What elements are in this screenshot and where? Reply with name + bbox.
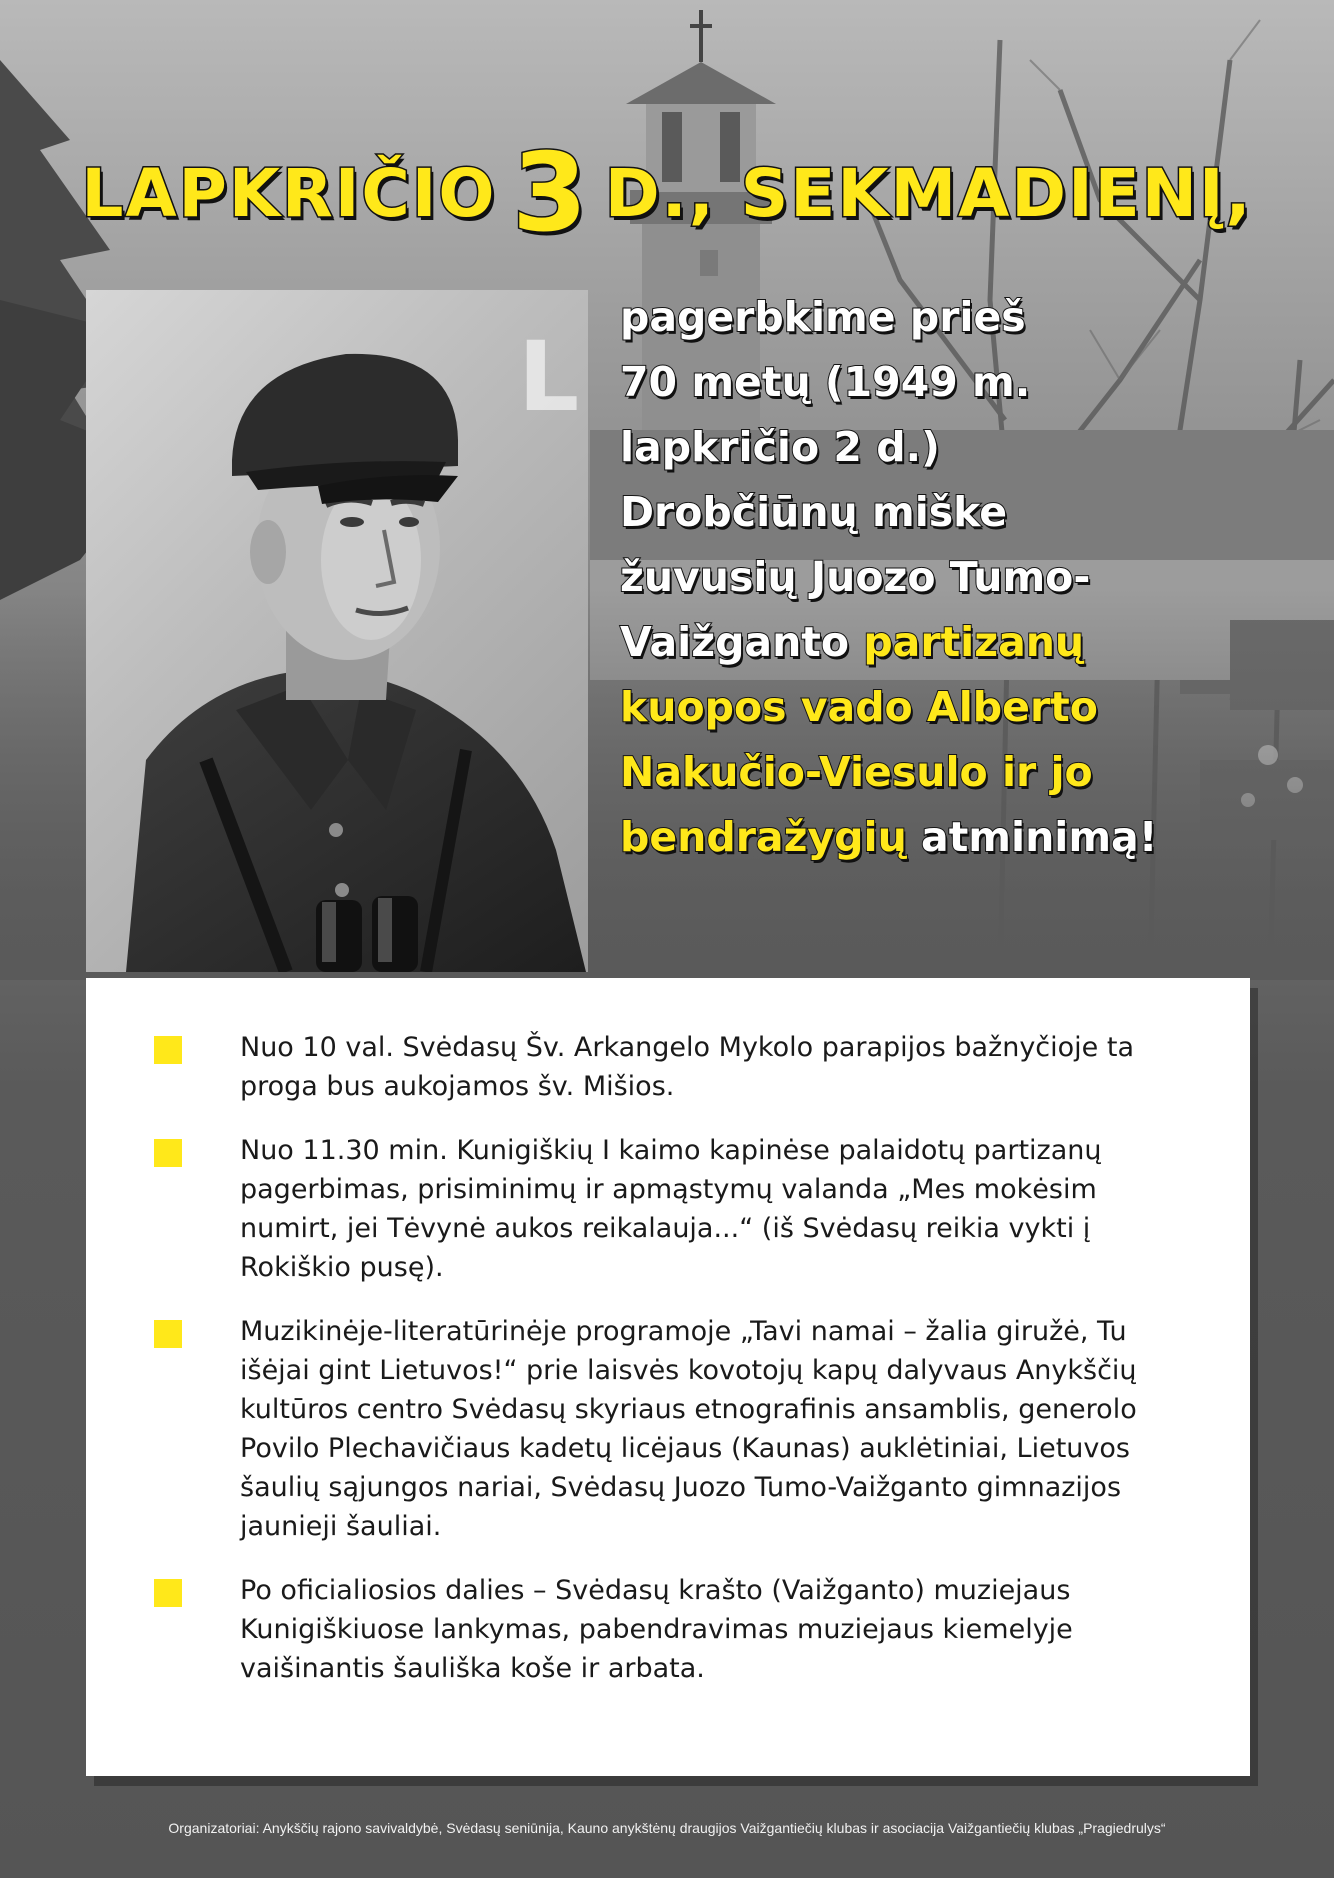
program-item-text: Nuo 10 val. Svėdasų Šv. Arkangelo Mykolo parapijos bažnyčioje ta proga bus aukojamos šv. Mišios. bbox=[240, 1032, 1134, 1102]
headline-weekday: D., SEKMADIENĮ, bbox=[604, 155, 1253, 232]
tribute-text bbox=[620, 285, 1320, 870]
program-panel bbox=[86, 978, 1250, 1776]
tribute-text-highlight: bendražygių bbox=[620, 813, 907, 861]
headline-month: LAPKRIČIO bbox=[81, 155, 497, 232]
tribute-text-plain: atminimą! bbox=[906, 813, 1158, 861]
yellow-square-bullet-icon bbox=[154, 1036, 182, 1064]
program-list bbox=[86, 978, 1250, 1688]
program-item bbox=[154, 1131, 1190, 1287]
tribute-line: žuvusių Juozo Tumo- bbox=[620, 553, 1091, 601]
yellow-square-bullet-icon bbox=[154, 1320, 182, 1348]
tribute-line: 70 metų (1949 m. bbox=[620, 358, 1031, 406]
program-item bbox=[154, 1028, 1190, 1106]
tribute-line: Drobčiūnų miške bbox=[620, 488, 1008, 536]
program-item-text: Muzikinėje-literatūrinėje programoje „Tavi namai – žalia giružė, Tu išėjai gint Lietuvos!“ prie laisvės kovotojų kapų dalyvaus Anykščių kultūros centro Svėdasų skyriaus etnografinis ansamblis, generolo Povilo Plechavičiaus kadetų licėjaus (Kaunas) auklėtiniai, Lietuvos šaulių sąjungos nariai, Svėdasų Juozo Tumo-Vaižganto gimnazijos jaunieji šauliai. bbox=[240, 1316, 1137, 1542]
program-item-text: Po oficialiosios dalies – Svėdasų krašto (Vaižganto) muziejaus Kunigiškiuose lankymas, pabendravimas muziejaus kiemelyje vaišinantis šauliška koše ir arbata. bbox=[240, 1575, 1073, 1684]
tribute-text-plain: Vaižganto bbox=[620, 618, 864, 666]
tribute-text-highlight: partizanų bbox=[863, 618, 1085, 666]
tribute-line-highlight: kuopos vado Alberto bbox=[620, 683, 1098, 731]
headline bbox=[0, 131, 1334, 256]
partisan-portrait-photo bbox=[86, 290, 588, 972]
tribute-line: pagerbkime prieš bbox=[620, 293, 1026, 341]
headline-day-number: 3 bbox=[512, 131, 590, 256]
tribute-line-highlight: Nakučio-Viesulo ir jo bbox=[620, 748, 1093, 796]
tribute-line: lapkričio 2 d.) bbox=[620, 423, 940, 471]
program-item bbox=[154, 1571, 1190, 1688]
tribute-line bbox=[620, 805, 1320, 870]
organizers-footer: Organizatoriai: Anykščių rajono savivaldybė, Svėdasų seniūnija, Kauno anykštėnų draugijos Vaižgantiečių klubas ir asociacija Vaižgantiečių klubas „Pragiedrulys“ bbox=[168, 1820, 1166, 1836]
svg-text:L: L bbox=[518, 321, 580, 433]
program-item-text: Nuo 11.30 min. Kunigiškių I kaimo kapinėse palaidotų partizanų pagerbimas, prisiminimų ir apmąstymų valanda „Mes mokėsim numirt, jei Tėvynė aukos reikalauja...“ (iš Svėdasų reikia vykti į Rokiškio pusę). bbox=[240, 1135, 1102, 1283]
program-item bbox=[154, 1312, 1190, 1546]
tribute-line bbox=[620, 610, 1320, 675]
yellow-square-bullet-icon bbox=[154, 1579, 182, 1607]
yellow-square-bullet-icon bbox=[154, 1139, 182, 1167]
